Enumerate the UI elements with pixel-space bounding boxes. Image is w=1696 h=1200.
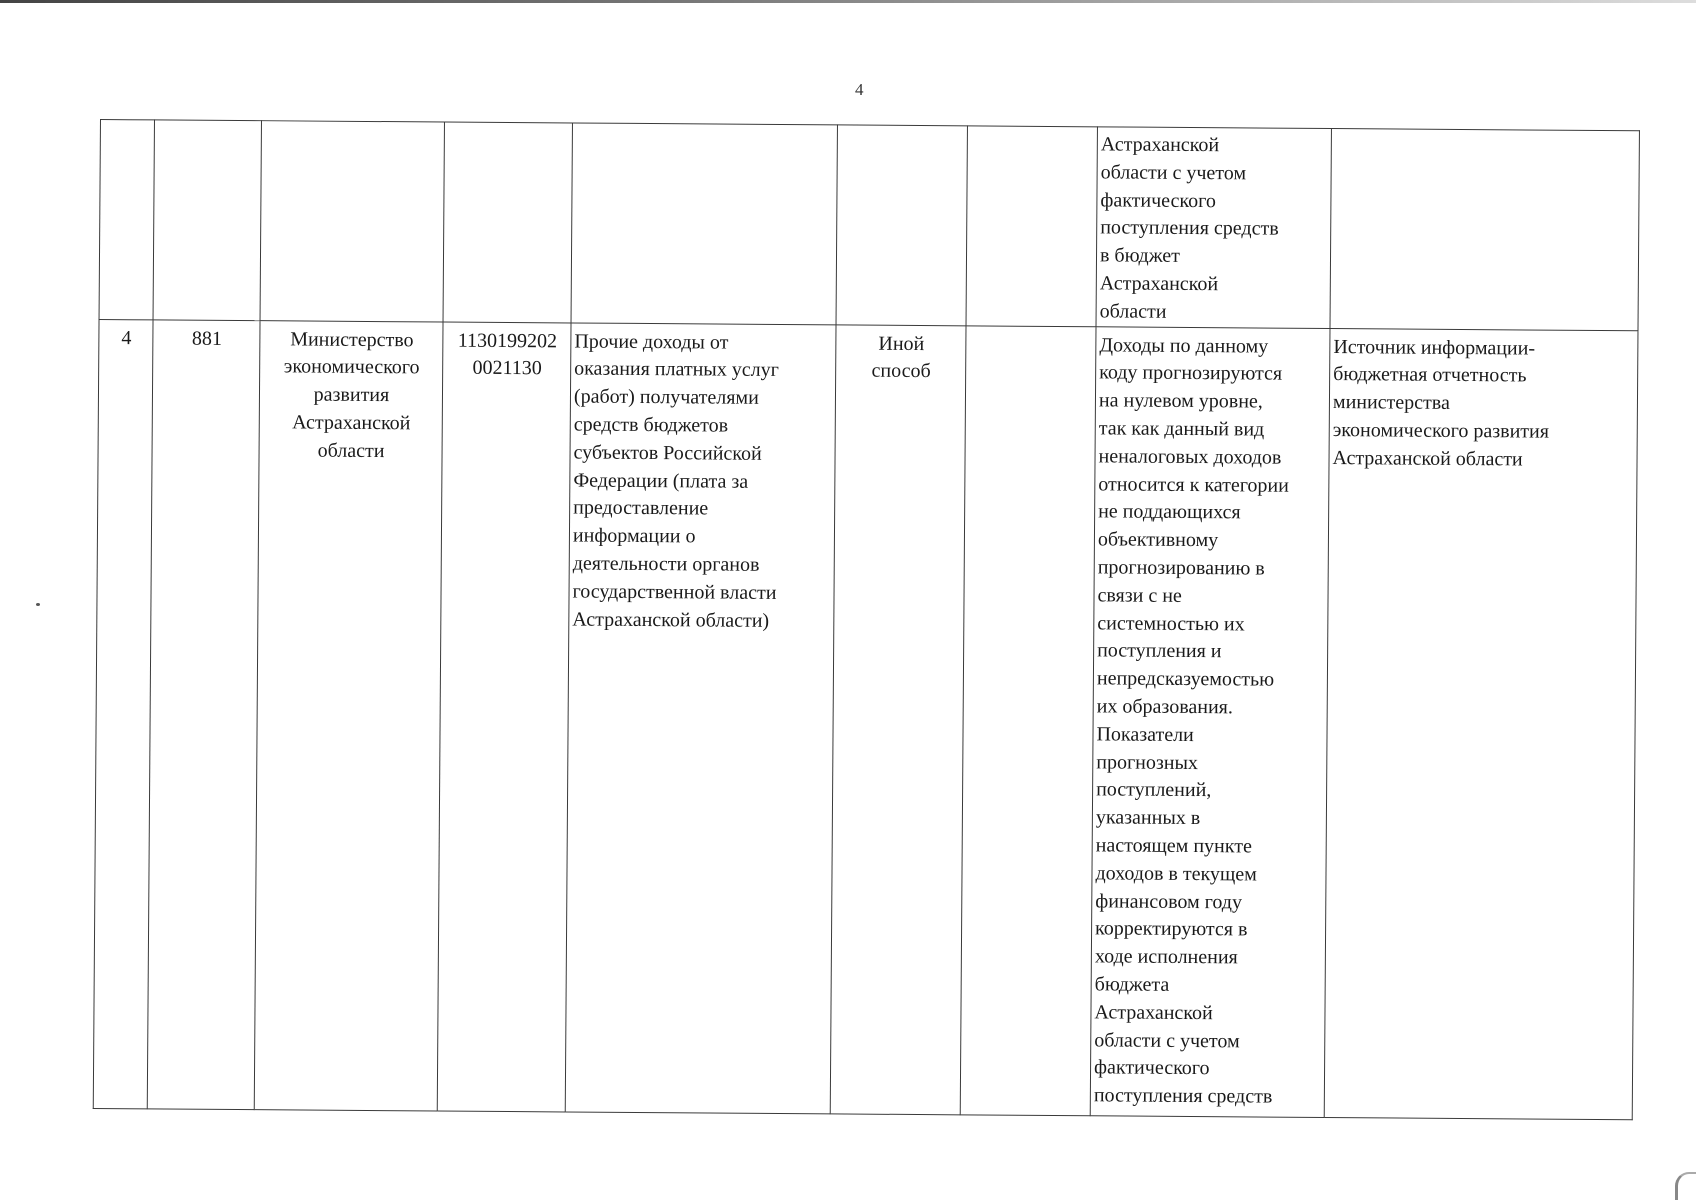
scan-speck xyxy=(36,603,40,606)
income-type-name: Прочие доходы от оказания платных услуг (работ) получателями средств бюджетов субъектов Российской Федерации (плата за предоставление информации о деятельности органов государственной власти Астраханской области) xyxy=(565,323,836,1114)
scan-edge xyxy=(0,0,1696,3)
cell-formula xyxy=(966,126,1097,327)
admin-code: 881 xyxy=(147,319,260,1109)
cell-kbk xyxy=(443,122,572,323)
forecast-table xyxy=(93,119,1640,1120)
cell-administrator xyxy=(260,121,444,322)
cell-number xyxy=(99,120,154,320)
scan-corner-mark xyxy=(1675,1172,1696,1200)
data-source: Источник информации- бюджетная отчетность министерства экономического развития Астраханской области xyxy=(1324,328,1638,1119)
continuation-row xyxy=(99,120,1639,331)
administrator-name: Министерство экономического развития Астраханской области xyxy=(254,320,443,1110)
cell-income-name xyxy=(571,123,837,325)
row-number: 4 xyxy=(93,319,153,1108)
cell-admin-code xyxy=(153,120,261,320)
calculation-method: Иной способ xyxy=(830,324,966,1114)
cell-description: Астраханской области с учетом фактического поступления средств в бюджет Астраханской области xyxy=(1096,127,1331,328)
calculation-formula xyxy=(960,325,1096,1115)
page-number: 4 xyxy=(855,80,864,99)
table-row xyxy=(93,319,1638,1119)
budget-classification-code: 1130199202 0021130 xyxy=(437,322,571,1112)
cell-source xyxy=(1330,129,1639,331)
cell-method xyxy=(836,125,967,326)
method-description: Доходы по данному коду прогнозируются на нулевом уровне, так как данный вид неналоговых доходов относится к категории не поддающихся объективному прогнозированию в связи с не системностью их поступления и непредсказуемостью их образования. Показатели прогнозных поступлений, указанных в настоящем пункте доходов в текущем финансовом году корректируются в ходе исполнения бюджета Астраханской области с учетом фактического поступления средств xyxy=(1090,326,1330,1117)
